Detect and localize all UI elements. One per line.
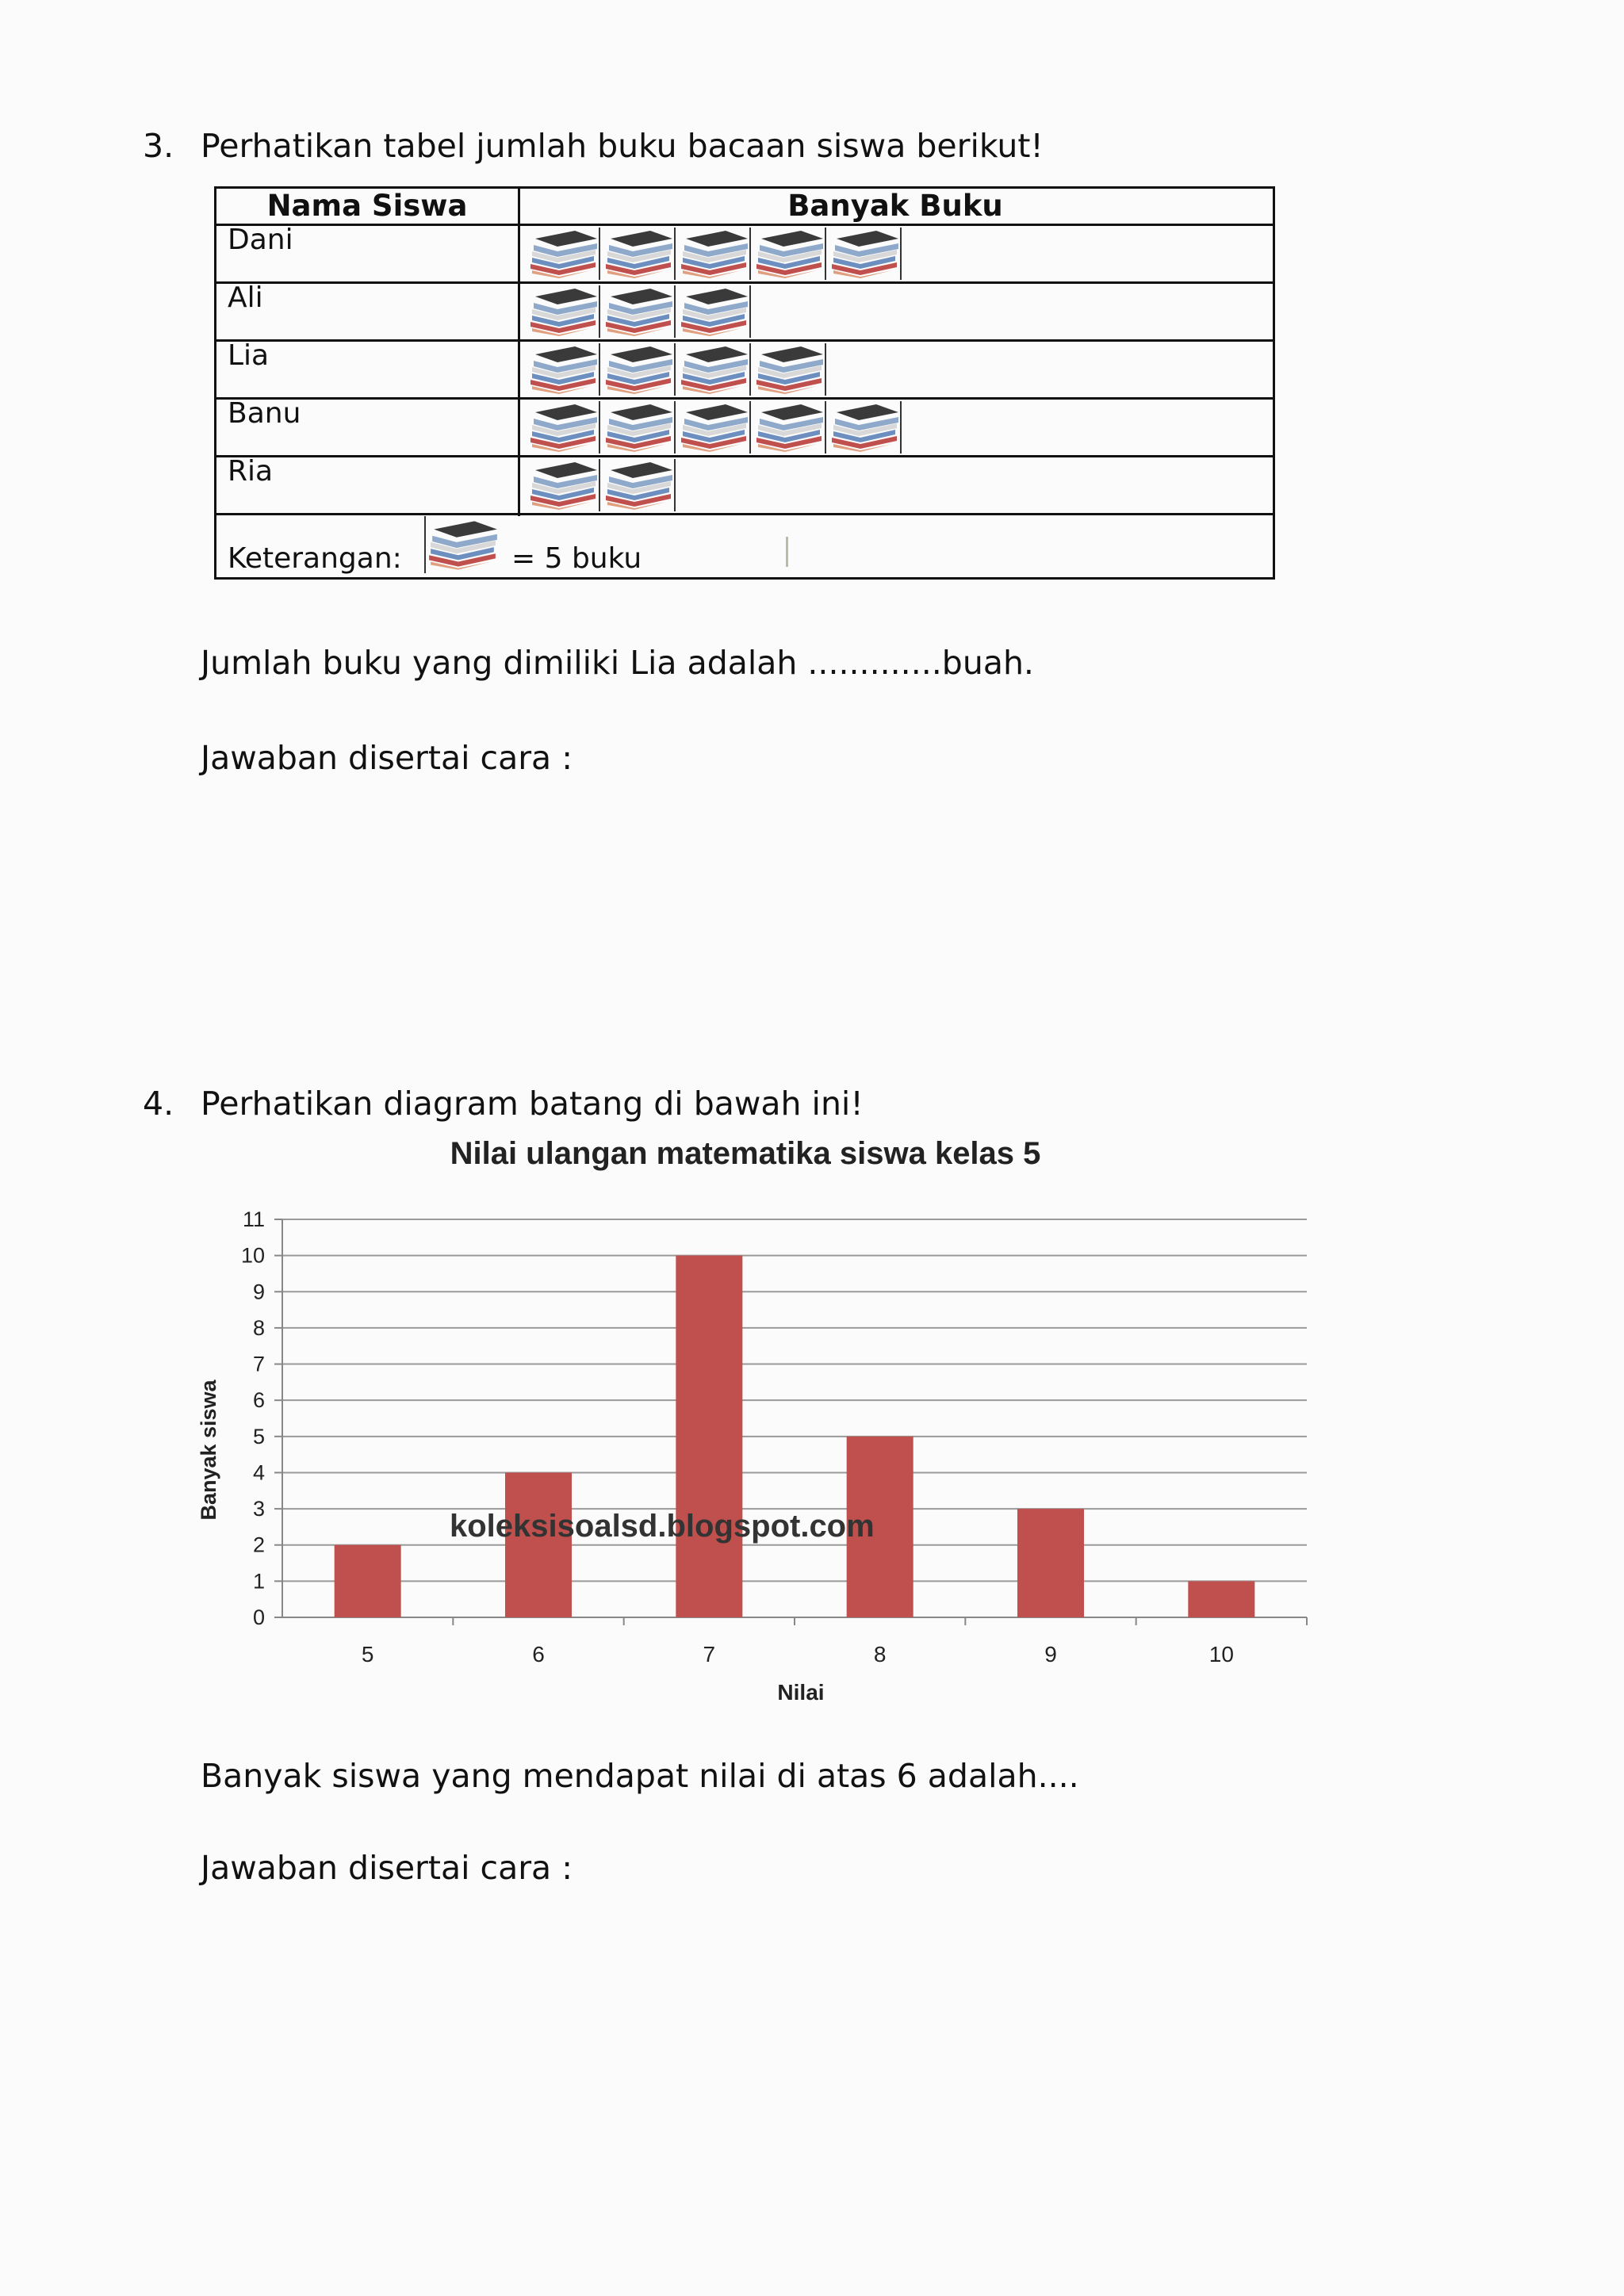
- book-stack-icon: [678, 343, 751, 396]
- question-3-number: 3.: [143, 127, 174, 165]
- student-name: Lia: [228, 339, 270, 372]
- book-stack-icon: [527, 285, 600, 338]
- y-tick-label: 8: [252, 1315, 265, 1340]
- table-row: [216, 457, 1273, 515]
- y-tick-label: 0: [252, 1605, 265, 1629]
- book-icons: [527, 459, 678, 513]
- x-tick-label: 6: [532, 1642, 545, 1667]
- bar: [335, 1545, 401, 1617]
- book-stack-icon: [603, 228, 676, 280]
- y-tick-label: 1: [252, 1569, 265, 1594]
- book-stack-icon: [424, 516, 500, 573]
- y-tick-label: 9: [252, 1280, 265, 1304]
- book-stack-icon: [603, 459, 676, 511]
- table-header: [216, 189, 1273, 226]
- table-row: [216, 339, 1273, 400]
- book-stack-icon: [527, 459, 600, 511]
- book-stack-icon: [829, 401, 902, 453]
- bar: [1188, 1581, 1254, 1617]
- book-stack-icon: [527, 343, 600, 396]
- book-stack-icon: [829, 228, 902, 280]
- book-stack-icon: [678, 285, 751, 338]
- student-name: Ali: [228, 281, 263, 314]
- table-row: [216, 397, 1273, 457]
- y-tick-label: 4: [252, 1460, 265, 1485]
- bar-chart: [182, 1126, 1324, 1712]
- legend-row: [216, 516, 1273, 580]
- student-name: Ria: [228, 455, 274, 488]
- y-tick-label: 10: [240, 1243, 265, 1268]
- bar: [676, 1256, 742, 1617]
- book-stack-icon: [753, 228, 826, 280]
- bar: [505, 1472, 572, 1617]
- question-4-number: 4.: [143, 1085, 174, 1123]
- question-4-prompt: Perhatikan diagram batang di bawah ini!: [201, 1085, 864, 1123]
- book-stack-icon: [678, 401, 751, 453]
- question-3-text: Jumlah buku yang dimiliki Lia adalah .............buah.: [201, 644, 1034, 682]
- divider-mark: [786, 537, 788, 567]
- book-stack-icon: [603, 343, 676, 396]
- student-name: Banu: [228, 397, 301, 430]
- chart-title: Nilai ulangan matematika siswa kelas 5: [450, 1136, 1041, 1171]
- question-4-text: Banyak siswa yang mendapat nilai di atas 6 adalah....: [201, 1757, 1079, 1795]
- y-tick-label: 3: [252, 1497, 265, 1521]
- x-axis-label: Nilai: [777, 1680, 825, 1705]
- watermark-text: koleksisoalsd.blogspot.com: [450, 1509, 875, 1544]
- pictograph-table: [214, 186, 1275, 580]
- x-tick-label: 7: [703, 1642, 716, 1667]
- header-nama-siswa: Nama Siswa: [266, 189, 468, 223]
- student-name: Dani: [228, 224, 293, 256]
- table-row: [216, 281, 1273, 342]
- book-stack-icon: [527, 401, 600, 453]
- y-tick-label: 2: [252, 1533, 265, 1557]
- y-tick-label: 6: [252, 1388, 265, 1413]
- x-tick-label: 9: [1044, 1642, 1057, 1667]
- book-icons: [527, 343, 829, 397]
- x-tick-label: 10: [1208, 1642, 1234, 1667]
- x-tick-label: 5: [361, 1642, 374, 1667]
- book-icons: [527, 228, 904, 281]
- book-stack-icon: [753, 343, 826, 396]
- book-icons: [527, 401, 904, 455]
- y-axis-label: Banyak siswa: [197, 1380, 220, 1521]
- book-stack-icon: [753, 401, 826, 453]
- table-row: [216, 226, 1273, 284]
- book-stack-icon: [603, 401, 676, 453]
- x-tick-label: 8: [873, 1642, 887, 1667]
- question-4-answer-prompt: Jawaban disertai cara :: [201, 1849, 573, 1887]
- bar: [1017, 1509, 1084, 1617]
- question-3-prompt: Perhatikan tabel jumlah buku bacaan siswa berikut!: [201, 127, 1044, 165]
- header-banyak-buku: Banyak Buku: [787, 189, 1003, 223]
- y-tick-label: 7: [252, 1352, 265, 1376]
- book-stack-icon: [678, 228, 751, 280]
- legend-value: = 5 buku: [511, 542, 642, 575]
- question-3-answer-prompt: Jawaban disertai cara :: [201, 739, 573, 777]
- book-icons: [527, 285, 753, 339]
- book-stack-icon: [603, 285, 676, 338]
- legend-label: Keterangan:: [228, 542, 402, 575]
- y-tick-label: 11: [242, 1207, 265, 1231]
- book-stack-icon: [527, 228, 600, 280]
- y-tick-label: 5: [252, 1424, 265, 1448]
